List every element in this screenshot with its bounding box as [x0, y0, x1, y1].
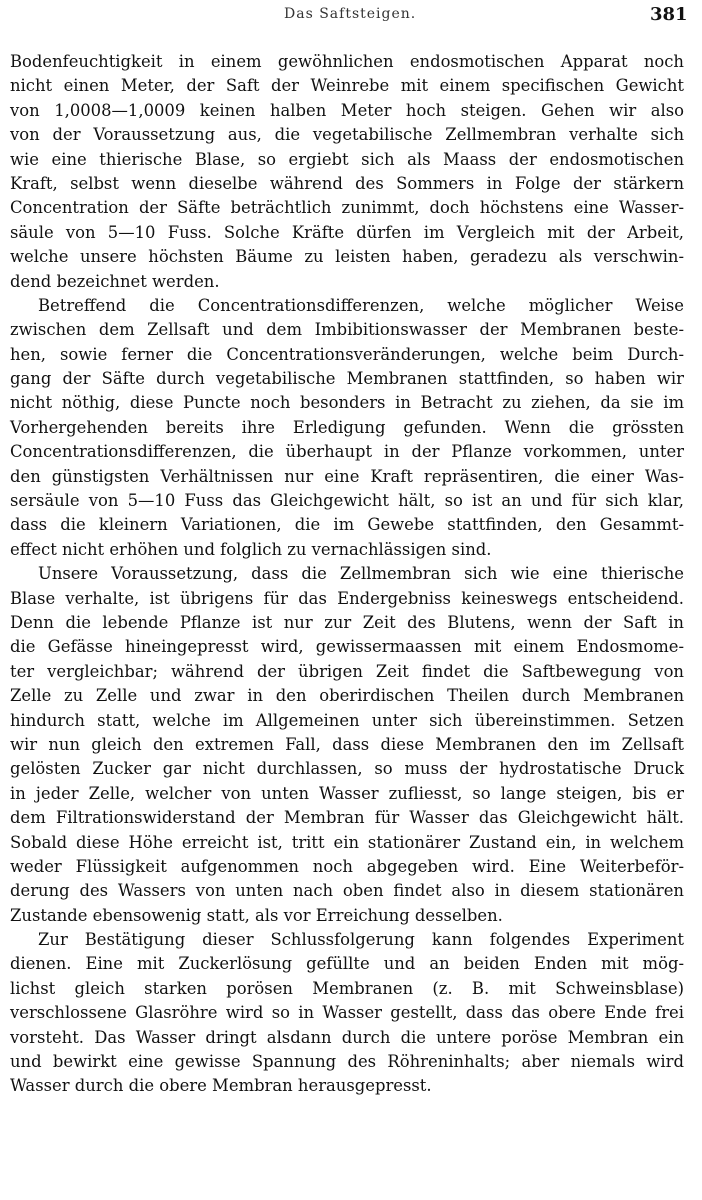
body-text [10, 50, 684, 1099]
text-line: und bewirkt eine gewisse Spannung des Röhreninhalts; aber niemals wird [10, 1052, 684, 1072]
text-line: von 1,0008—1,0009 keinen halben Meter hoch steigen. Gehen wir also [10, 100, 684, 120]
text-line: den günstigsten Verhältnissen nur eine Kraft repräsentiren, die einer Was- [10, 466, 684, 486]
text-line: gang der Säfte durch vegetabilische Membranen stattfinden, so haben wir [10, 369, 684, 389]
text-line: verschlossene Glasröhre wird so in Wasser gestellt, dass das obere Ende frei [10, 1003, 684, 1023]
text-line: dend bezeichnet werden. [10, 271, 220, 291]
text-line: säule von 5—10 Fuss. Solche Kräfte dürfen im Vergleich mit der Arbeit, [10, 222, 684, 242]
text-line: welche unsere höchsten Bäume zu leisten haben, geradezu als verschwin- [10, 247, 684, 267]
paragraph [10, 50, 684, 294]
text-line: die Gefässe hineingepresst wird, gewissermaassen mit einem Endosmome- [10, 637, 684, 657]
text-line: Blase verhalte, ist übrigens für das Endergebniss keineswegs entscheidend. [10, 588, 684, 608]
text-line: hen, sowie ferner die Concentrationsveränderungen, welche beim Durch- [10, 344, 684, 364]
text-line: vorsteht. Das Wasser dringt alsdann durch die untere poröse Membran ein [10, 1027, 684, 1047]
text-line: nicht einen Meter, der Saft der Weinrebe mit einem specifischen Gewicht [10, 76, 684, 96]
text-line: Unsere Voraussetzung, dass die Zellmembran sich wie eine thierische [38, 564, 684, 584]
text-line: Bodenfeuchtigkeit in einem gewöhnlichen endosmotischen Apparat noch [10, 52, 684, 71]
page-number: 381 [650, 4, 688, 25]
text-line: dass die kleinern Variationen, die im Gewebe stattfinden, den Gesammt- [10, 515, 684, 535]
text-line: Zelle zu Zelle und zwar in den oberirdischen Theilen durch Membranen [10, 686, 684, 706]
text-line: ter vergleichbar; während der übrigen Zeit findet die Saftbewegung von [10, 661, 684, 681]
text-line: hindurch statt, welche im Allgemeinen unter sich übereinstimmen. Setzen [10, 710, 684, 730]
text-line: nicht nöthig, diese Puncte noch besonders in Betracht zu ziehen, da sie im [10, 393, 684, 413]
running-title: Das Saftsteigen. [284, 6, 417, 22]
text-line: weder Flüssigkeit aufgenommen noch abgegeben wird. Eine Weiterbeför- [10, 856, 684, 876]
text-line: Sobald diese Höhe erreicht ist, tritt ein stationärer Zustand ein, in welchem [10, 832, 684, 852]
text-line: Zustande ebensowenig statt, als vor Erreichung desselben. [10, 905, 503, 925]
text-line: wie eine thierische Blase, so ergiebt sich als Maass der endosmotischen [10, 149, 684, 169]
paragraph [10, 294, 684, 562]
text-line: zwischen dem Zellsaft und dem Imbibitionswasser der Membranen beste- [10, 320, 684, 340]
text-line: gelösten Zucker gar nicht durchlassen, so muss der hydrostatische Druck [10, 759, 684, 779]
text-line: Kraft, selbst wenn dieselbe während des Sommers in Folge der stärkern [10, 173, 684, 193]
text-line: von der Voraussetzung aus, die vegetabilische Zellmembran verhalte sich [10, 125, 684, 145]
text-line: Zur Bestätigung dieser Schlussfolgerung kann folgendes Experiment [38, 930, 684, 950]
text-line: effect nicht erhöhen und folglich zu vernachlässigen sind. [10, 539, 492, 559]
text-line: dienen. Eine mit Zuckerlösung gefüllte und an beiden Enden mit mög- [10, 954, 684, 974]
text-line: wir nun gleich den extremen Fall, dass diese Membranen den im Zellsaft [10, 734, 684, 754]
text-line: Vorhergehenden bereits ihre Erledigung gefunden. Wenn die grössten [10, 417, 684, 437]
text-line: lichst gleich starken porösen Membranen (z. B. mit Schweinsblase) [10, 978, 684, 998]
text-line: Betreffend die Concentrationsdifferenzen, welche möglicher Weise [38, 295, 684, 315]
text-line: dem Filtrationswiderstand der Membran für Wasser das Gleichgewicht hält. [10, 808, 684, 828]
text-line: Concentrationsdifferenzen, die überhaupt in der Pflanze vorkommen, unter [10, 442, 684, 462]
text-line: sersäule von 5—10 Fuss das Gleichgewicht hält, so ist an und für sich klar, [10, 491, 684, 511]
text-line: in jeder Zelle, welcher von unten Wasser zufliesst, so lange steigen, bis er [10, 783, 684, 803]
paragraph [10, 562, 684, 928]
paragraph [10, 928, 684, 1099]
text-line: Wasser durch die obere Membran herausgepresst. [10, 1076, 432, 1096]
running-header [0, 2, 702, 28]
text-line: derung des Wassers von unten nach oben findet also in diesem stationären [10, 881, 684, 901]
text-line: Denn die lebende Pflanze ist nur zur Zeit des Blutens, wenn der Saft in [10, 612, 684, 632]
text-line: Concentration der Säfte beträchtlich zunimmt, doch höchstens eine Wasser- [10, 198, 684, 218]
